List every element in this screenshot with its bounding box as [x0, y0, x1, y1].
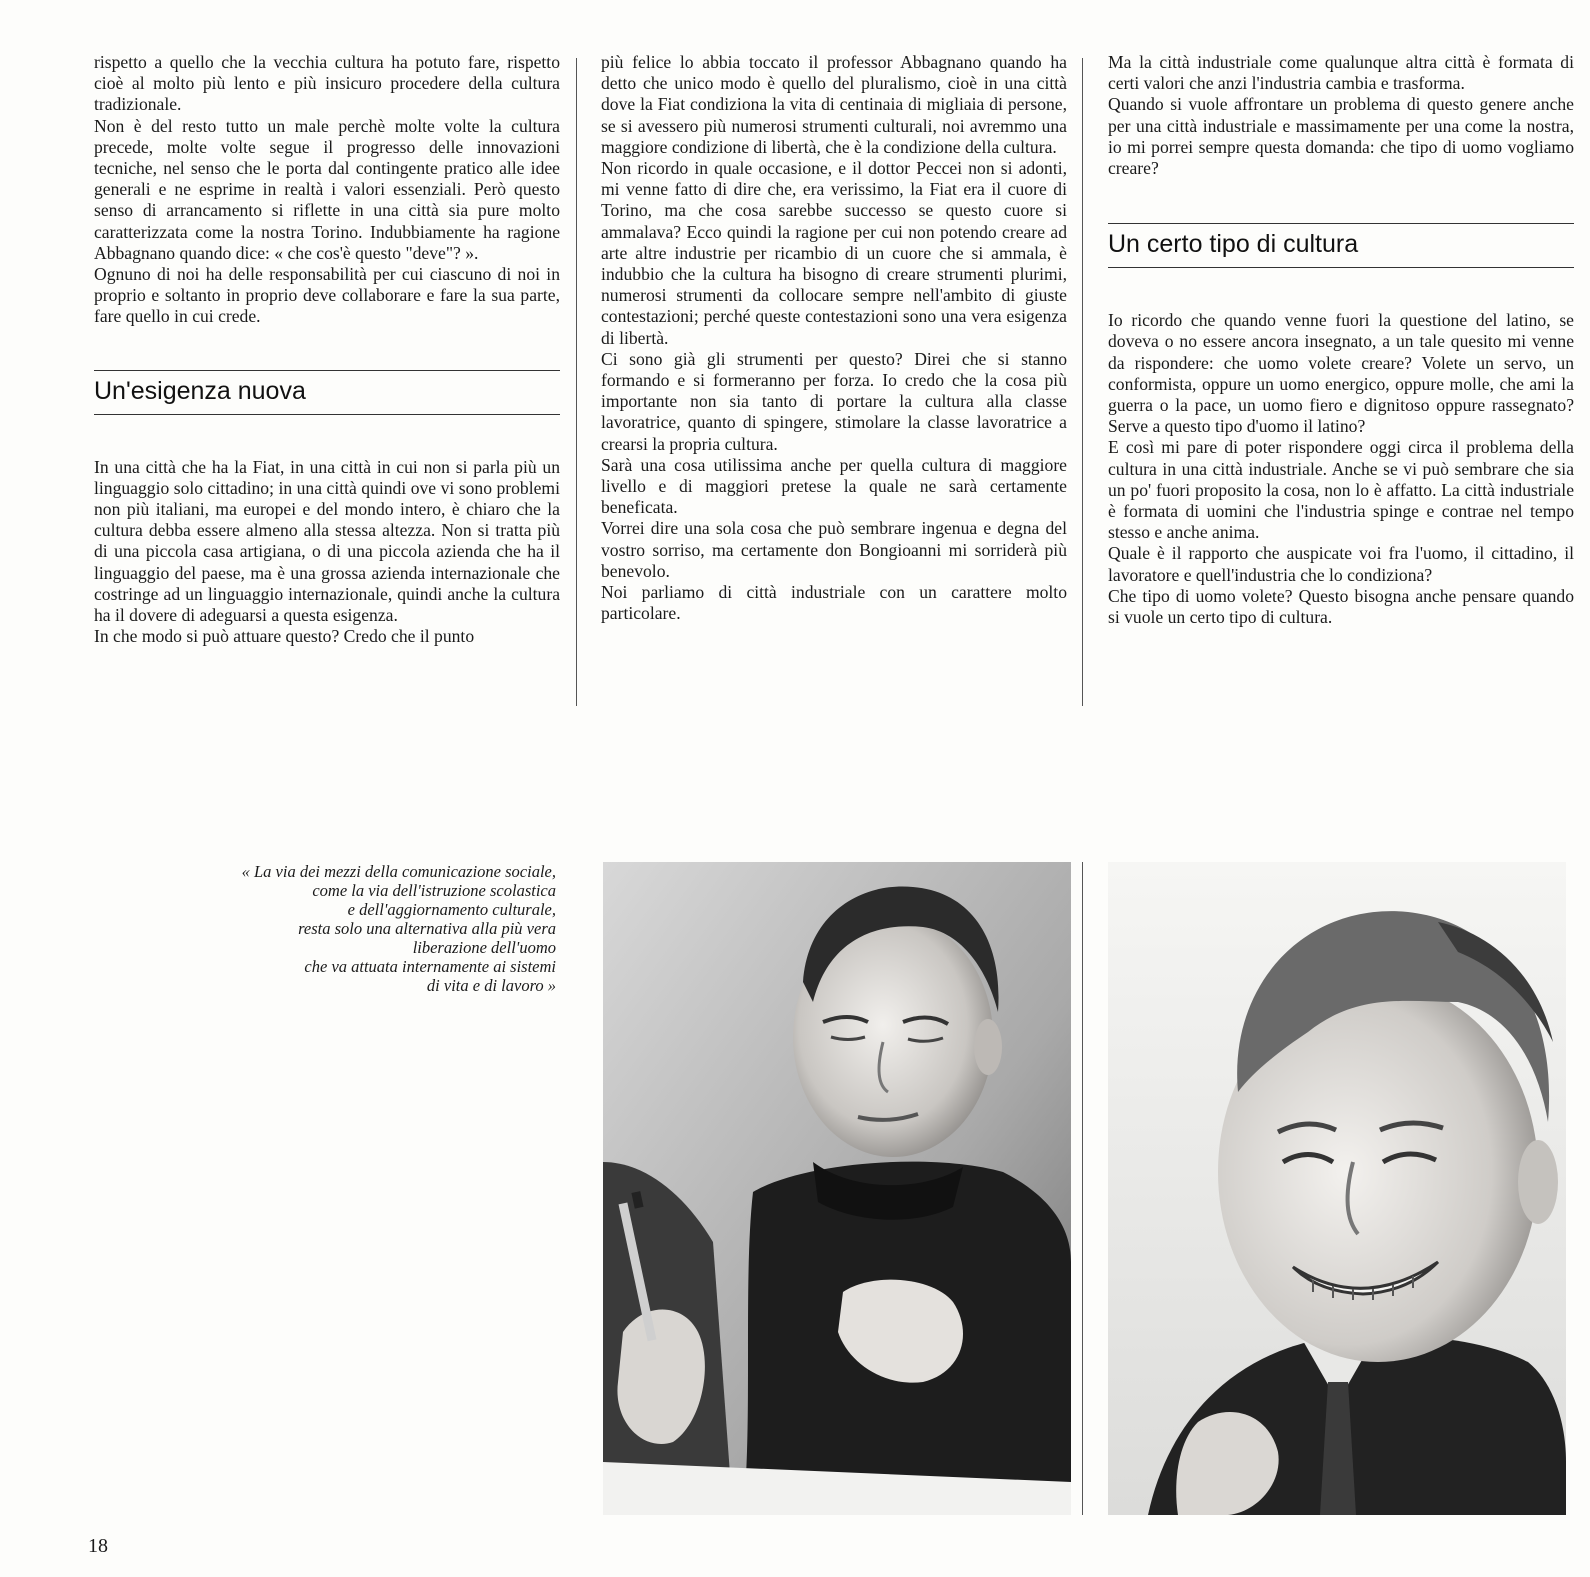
paragraph: Quale è il rapporto che auspicate voi fra l'uomo, il cittadino, il lavoratore e quell'industria che lo condiziona?	[1108, 543, 1574, 585]
section-heading: Un'esigenza nuova	[94, 370, 560, 415]
photo-man-writing-illustration	[603, 862, 1071, 1515]
paragraph: E così mi pare di poter rispondere oggi circa il problema della cultura in una città industriale. Anche se vi può sembrare che sia un po' fuori proposito la cosa, non lo è affatto. La città industriale è formata di uomini che l'industria spinge e contrae nel tempo stesso e anche anima.	[1108, 437, 1574, 543]
section-heading: Un certo tipo di cultura	[1108, 223, 1574, 268]
page-number: 18	[88, 1535, 108, 1557]
quote-line: che va attuata internamente ai sistemi	[304, 957, 556, 976]
paragraph: Non è del resto tutto un male perchè molte volte la cultura precede, molte volte segue il progresso delle innovazioni tecniche, nel senso che le porta dal contingente pratico alle idee generali e ne esprime in realtà i valori essenziali. Però questo senso di arrancamento si riflette in una città sia pure molto caratterizzata come la nostra Torino. Indubbiamente ha ragione Abbagnano quando dice: « che cos'è questo "deve"? ».	[94, 115, 560, 263]
paragraph: Noi parliamo di città industriale con un carattere molto particolare.	[601, 582, 1067, 624]
column-divider	[576, 58, 577, 706]
paragraph: In che modo si può attuare questo? Credo che il punto	[94, 626, 475, 647]
column-divider	[1082, 862, 1083, 1515]
quote-line: resta solo una alternativa alla più vera	[298, 919, 556, 938]
paragraph: Quando si vuole affrontare un problema di questo genere anche per una città industriale e massimamente per una come la nostra, io mi porrei sempre questa domanda: che tipo di uomo vogliamo creare?	[1108, 94, 1574, 179]
paragraph: Non ricordo in quale occasione, e il dottor Peccei non si adonti, mi venne fatto di dire che, era verissimo, la Fiat era il cuore di Torino, ma che cosa sarebbe successo se questo cuore si ammalava? Ecco quindi la ragione per cui non potendo creare ad arte altre industrie per ricambio di un cuore che si ammala, è indubbio che la cultura ha bisogno di creare strumenti plurimi, numerosi strumenti da collocare sempre nell'ambito di giuste contestazioni; perché queste contestazioni sono una vera esigenza di libertà.	[601, 158, 1067, 348]
column-divider	[1082, 58, 1083, 706]
paragraph: Ognuno di noi ha delle responsabilità per cui ciascuno di noi in proprio e soltanto in proprio deve collaborare e fare la sua parte, fare quello in cui crede.	[94, 264, 560, 327]
quote-line: liberazione dell'uomo	[412, 938, 556, 957]
paragraph: Sarà una cosa utilissima anche per quella cultura di maggiore livello e di maggiori pretese la quale ne sarà certamente beneficata.	[601, 454, 1067, 518]
column-3	[1108, 52, 1574, 628]
paragraph: Io ricordo che quando venne fuori la questione del latino, se doveva o no essere ancora insegnato, a un tale quesito mi venne da rispondere: che uomo volete creare? Volete un servo, un conformista, oppure un uomo energico, oppure molle, che ami la guerra o la pace, un uomo fiero e dignitoso oppure rassegnato? Serve a questo tipo d'uomo il latino?	[1108, 310, 1574, 437]
pull-quote	[120, 862, 556, 995]
paragraph: Ci sono già gli strumenti per questo? Direi che si stanno formando e si formeranno per forza. Io credo che la cosa più importante non sia tanto di portare la cultura alla classe lavoratrice, quanto di spingere, stimolare la classe lavoratrice a crearsi la propria cultura.	[601, 348, 1067, 454]
photo-smiling-man-illustration	[1108, 862, 1566, 1515]
paragraph: Vorrei dire una sola cosa che può sembrare ingenua e degna del vostro sorriso, ma certamente don Bongioanni mi sorriderà più benevolo.	[601, 518, 1067, 581]
quote-line: come la via dell'istruzione scolastica	[312, 881, 556, 900]
photo-smiling-man	[1108, 862, 1566, 1515]
quote-line: di vita e di lavoro »	[426, 976, 556, 995]
paragraph: In una città che ha la Fiat, in una città in cui non si parla più un linguaggio solo cittadino; in una città quindi ove vi sono problemi non più italiani, ma europei e del mondo intero, è chiaro che la cultura debba essere almeno alla stessa altezza. Non si tratta più di una piccola casa artigiana, o di una piccola azienda che ha il linguaggio del paese, ma è una grossa azienda internazionale che costringe ad un linguaggio internazionale, quindi anche la cultura ha il dovere di adeguarsi a questa esigenza.	[94, 456, 560, 626]
column-1	[94, 52, 560, 647]
paragraph: Che tipo di uomo volete? Questo bisogna anche pensare quando si vuole un certo tipo di cultura.	[1108, 585, 1574, 628]
quote-line: « La via dei mezzi della comunicazione sociale,	[241, 862, 556, 881]
paragraph: più felice lo abbia toccato il professor Abbagnano quando ha detto che unico modo è quello del pluralismo, cioè in una città dove la Fiat condiziona la vita di centinaia di migliaia di persone, se si avessero più numerosi strumenti culturali, noi avremmo una maggiore condizione di libertà, che è la condizione della cultura.	[601, 52, 1067, 157]
quote-line: e dell'aggiornamento culturale,	[347, 900, 556, 919]
paragraph: Ma la città industriale come qualunque altra città è formata di certi valori che anzi l'industria cambia e trasforma.	[1108, 52, 1574, 94]
column-2	[601, 52, 1067, 624]
photo-man-writing	[603, 862, 1071, 1515]
paragraph: rispetto a quello che la vecchia cultura ha potuto fare, rispetto cioè al molto più lento e più insicuro procedere della cultura tradizionale.	[94, 52, 560, 115]
